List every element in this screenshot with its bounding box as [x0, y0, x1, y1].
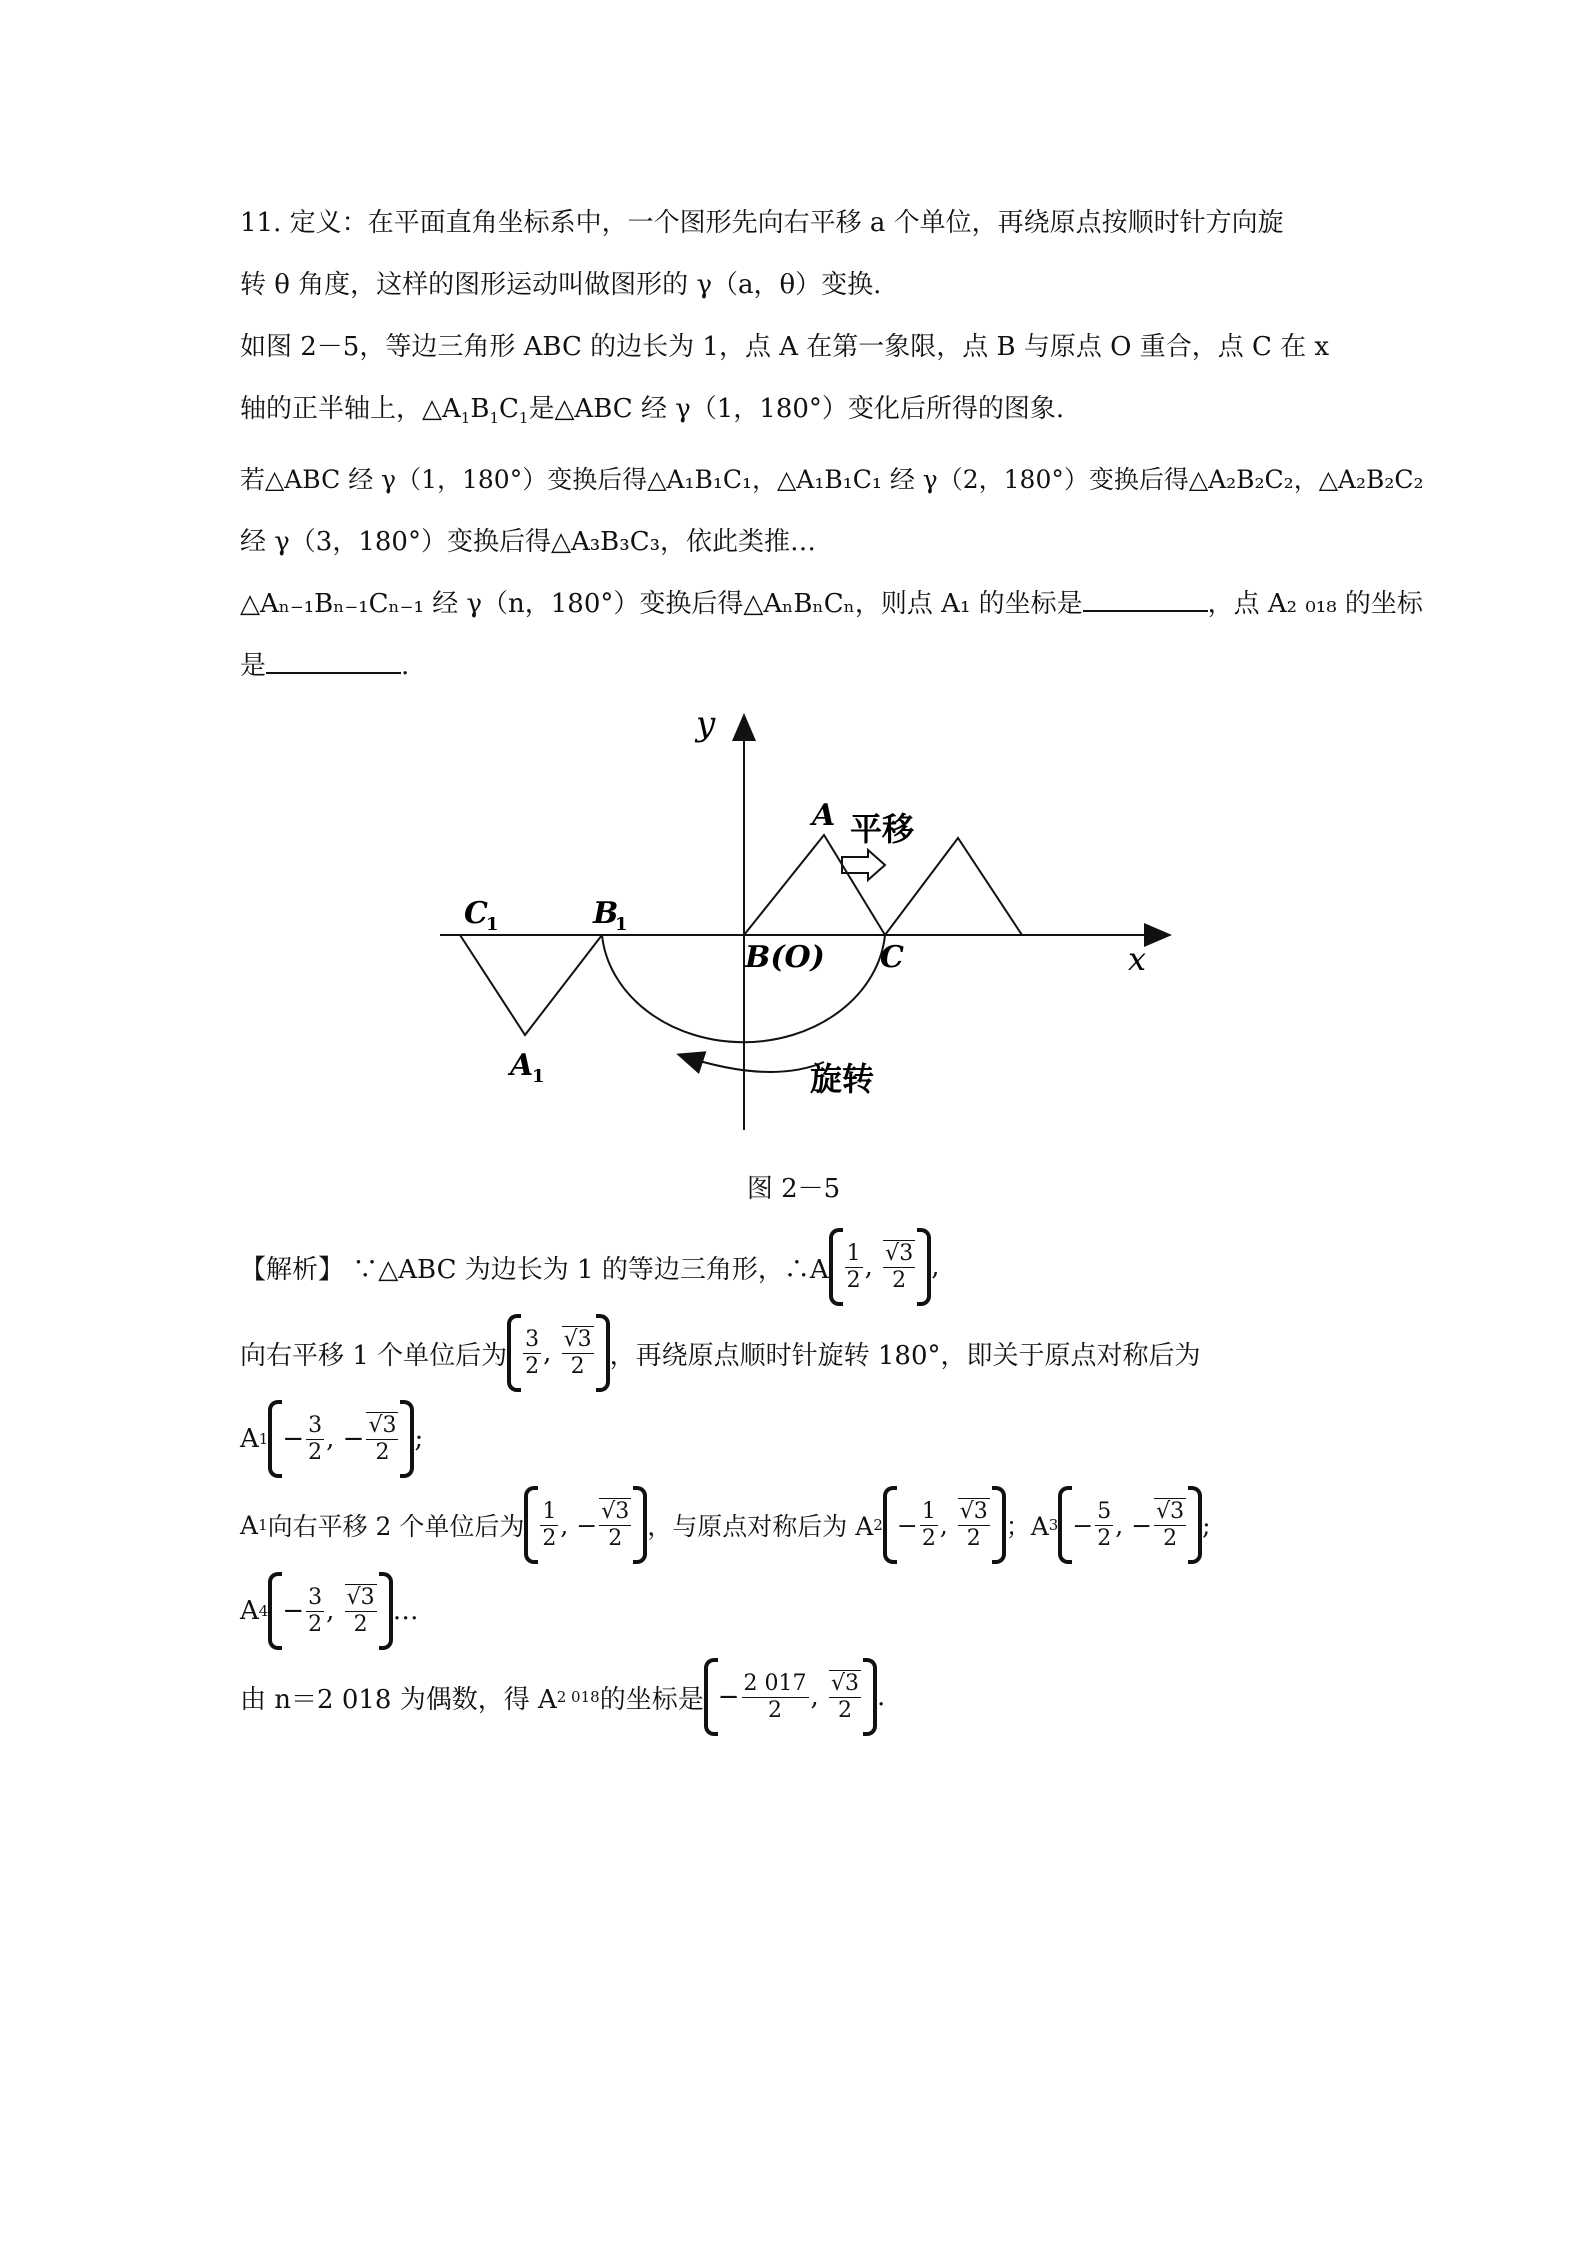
triangle-a1b1c1	[460, 935, 602, 1035]
problem-line: 若△ABC 经 γ（1，180°）变换后得△A₁B₁C₁，△A₁B₁C₁ 经 γ（2，180°）变换后得△A₂B₂C₂，△A₂B₂C₂	[240, 465, 1424, 495]
svg-text:B: B	[593, 896, 619, 931]
coord-a3: − $\frac{5}{2}$ , − $\frac{√3}{2}$	[1058, 1486, 1202, 1564]
coord-a1-translated: $\frac{1}{2}$ , − $\frac{√3}{2}$	[524, 1486, 647, 1564]
label-c1	[464, 896, 499, 935]
label-xuanzhuan: 旋转	[810, 1060, 875, 1098]
answer-blank-a2018[interactable]	[266, 648, 401, 674]
problem-text	[240, 205, 1424, 710]
problem-line: △Aₙ₋₁Bₙ₋₁Cₙ₋₁ 经 γ（n，180°）变换后得△AₙBₙCₙ，则点 A₁ 的坐标是 ，点 A₂ ₀₁₈ 的坐标	[240, 586, 1360, 622]
triangle-abc	[744, 835, 885, 935]
problem-line: 经 γ（3，180°）变换后得△A₃B₃C₃，依此类推…	[240, 527, 817, 558]
problem-line: 11. 定义：在平面直角坐标系中，一个图形先向右平移 a 个单位，再绕原点按顺时针方向旋	[240, 208, 1284, 238]
label-bo: B(O)	[745, 940, 825, 975]
svg-text:1: 1	[486, 914, 499, 935]
solution-row: A 1 − $\frac{3}{2}$ , − $\frac{√3}{2}$ ;	[240, 1397, 1360, 1481]
solution-row: A 1 向右平移 2 个单位后为 $\frac{1}{2}$ , − $\frac{√3}{2}$ ，与原点对称后为 A 2 − $\frac{1}{2}$ , $\frac{√3}{2}$ ；A 3 − $\frac{5}{2}$ , − $\frac{√3}{2}$ ;	[240, 1483, 1360, 1567]
figure-2-5	[440, 705, 1190, 1145]
coord-a1: − $\frac{3}{2}$ , − $\frac{√3}{2}$	[268, 1400, 414, 1478]
solution-row: 【解析】 ∵△ABC 为边长为 1 的等边三角形，∴A $\frac{1}{2}$ , $\frac{√3}{2}$ ,	[240, 1225, 1360, 1309]
problem-line: 是 .	[240, 648, 1360, 684]
answer-blank-a1[interactable]	[1083, 586, 1208, 612]
solution-row: 由 n＝2 018 为偶数，得 A 2 018 的坐标是 − $\frac{2 017}{2}$ , $\frac{√3}{2}$ .	[240, 1655, 1360, 1739]
label-a1	[507, 1048, 545, 1087]
svg-text:1: 1	[615, 914, 628, 935]
coord-translated: $\frac{3}{2}$ , $\frac{√3}{2}$	[507, 1314, 610, 1392]
coord-a2: − $\frac{1}{2}$ , $\frac{√3}{2}$	[883, 1486, 1006, 1564]
svg-text:1: 1	[532, 1066, 545, 1087]
svg-text:C: C	[464, 896, 488, 931]
label-a: A	[812, 798, 836, 833]
svg-text:A: A	[510, 1048, 534, 1083]
label-b1	[592, 896, 628, 935]
solution-row: 向右平移 1 个单位后为 $\frac{3}{2}$ , $\frac{√3}{2}$ ，再绕原点顺时针旋转 180°，即关于原点对称后为	[240, 1311, 1360, 1395]
rotation-arrow-icon	[680, 1055, 824, 1072]
triangle-translated	[885, 838, 1022, 935]
figure-caption: 图 2－5	[746, 1174, 841, 1204]
label-c: C	[880, 940, 904, 975]
label-pingyi: 平移	[850, 810, 915, 848]
problem-line: 轴的正半轴上，$\triangle A_1B_1C_1$是△ABC 经 γ（1，180°）变化后所得的图象.	[240, 394, 1065, 428]
coord-a: $\frac{1}{2}$ , $\frac{√3}{2}$	[829, 1228, 932, 1306]
solution-row: A 4 − $\frac{3}{2}$ , $\frac{√3}{2}$ …	[240, 1569, 1360, 1653]
y-label: y	[696, 705, 716, 744]
x-label: x	[1128, 940, 1147, 978]
problem-line: 转 θ 角度，这样的图形运动叫做图形的 γ（a，θ）变换.	[240, 270, 882, 300]
solution	[240, 1225, 1360, 1741]
coord-a2018: − $\frac{2 017}{2}$ , $\frac{√3}{2}$	[704, 1658, 877, 1736]
problem-line: 如图 2－5，等边三角形 ABC 的边长为 1，点 A 在第一象限，点 B 与原点 O 重合，点 C 在 x	[240, 332, 1330, 362]
coord-a4: − $\frac{3}{2}$ , $\frac{√3}{2}$	[268, 1572, 392, 1650]
